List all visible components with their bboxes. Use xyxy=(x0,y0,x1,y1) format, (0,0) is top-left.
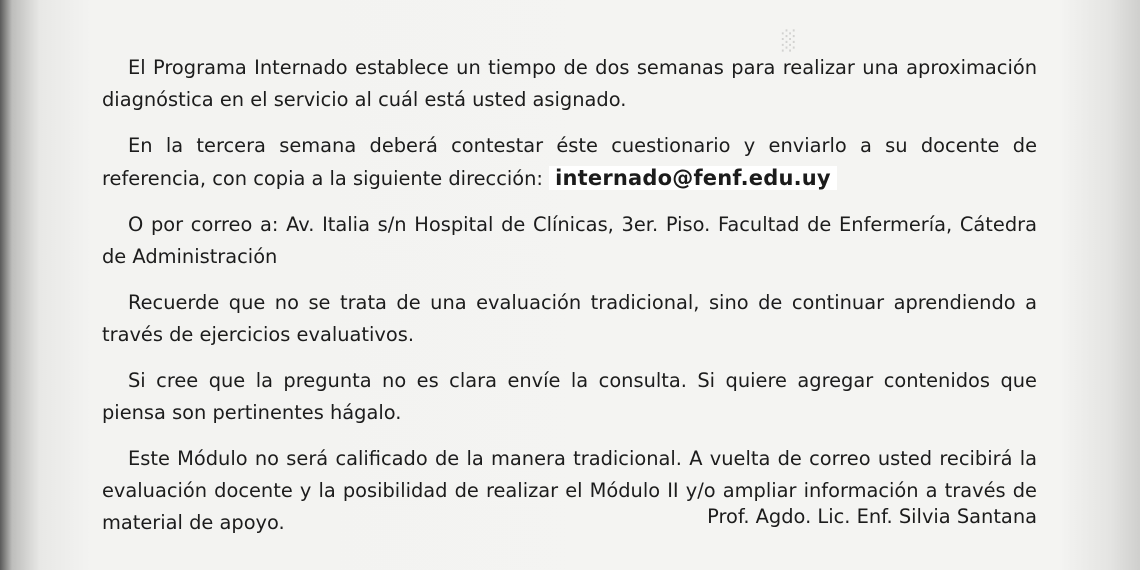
bleed-through-decoration: ░ xyxy=(780,30,795,52)
paragraph-questions: Si cree que la pregunta no es clara envíe la consulta. Si quiere agregar contenidos que piensa son pertinentes hágalo. xyxy=(102,369,1037,424)
email-address: internado@fenf.edu.uy xyxy=(549,166,837,190)
document-body xyxy=(102,52,1037,553)
paragraph-program-intro: El Programa Internado establece un tiempo de dos semanas para realizar una aproximación diagnóstica en el servicio al cuál está usted asignado. xyxy=(102,56,1037,111)
signature-line: Prof. Agdo. Lic. Enf. Silvia Santana xyxy=(707,505,1037,528)
paragraph-evaluation-note: Recuerde que no se trata de una evaluación tradicional, sino de continuar aprendiendo a través de ejercicios evaluativos. xyxy=(102,291,1037,346)
paragraph-submission xyxy=(102,130,1037,195)
paragraph-grading: Este Módulo no será calificado de la manera tradicional. A vuelta de correo usted recibirá la evaluación docente y la posibilidad de realizar el Módulo II y/o ampliar información a través de material de apoyo. xyxy=(102,447,1037,534)
paragraph-mail-address: O por correo a: Av. Italia s/n Hospital de Clínicas, 3er. Piso. Facultad de Enfermería, Cátedra de Administración xyxy=(102,213,1037,268)
paragraph-submission-text: En la tercera semana deberá contestar éste cuestionario y enviarlo a su docente de referencia, con copia a la siguiente dirección: xyxy=(102,134,1037,190)
